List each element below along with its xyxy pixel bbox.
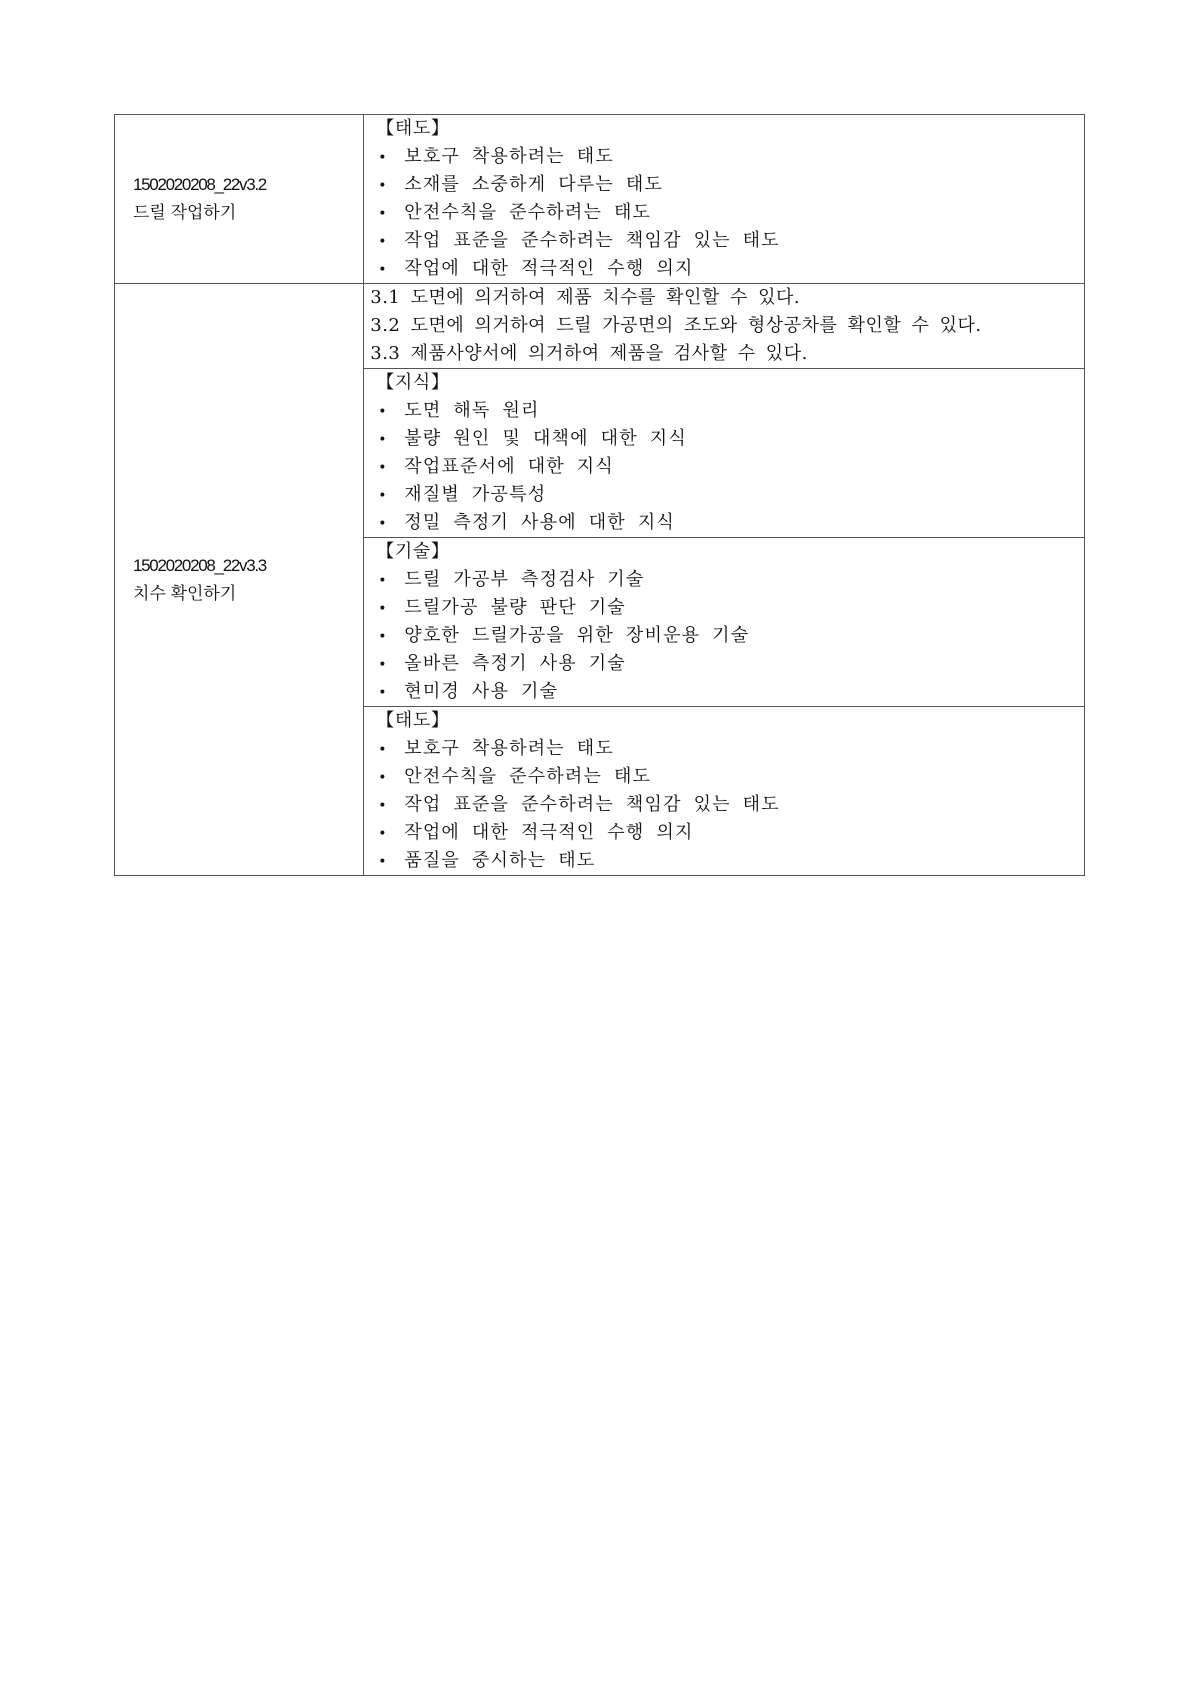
bullet-icon: •: [378, 685, 388, 701]
list-item: [370, 791, 1078, 819]
list-item-text: 올바른 측정기 사용 기술: [404, 653, 626, 674]
list-item-text: 양호한 드릴가공을 위한 장비운용 기술: [404, 625, 750, 646]
unit-cell-3-2: [115, 115, 364, 284]
table-row-unit-3-3-criteria: [115, 284, 1085, 369]
bullet-icon: •: [378, 826, 388, 842]
bullet-icon: •: [378, 798, 388, 814]
skill-cell-3-3: [364, 538, 1085, 707]
bullet-icon: •: [378, 516, 388, 532]
bullet-icon: •: [378, 601, 388, 617]
list-item-text: 작업표준서에 대한 지식: [404, 456, 614, 477]
attitude-heading: 【태도】: [376, 710, 450, 731]
list-item: [370, 678, 1078, 706]
criteria-item: 3.1 도면에 의거하여 제품 치수를 확인할 수 있다.: [370, 287, 801, 308]
list-item-text: 작업 표준을 준수하려는 책임감 있는 태도: [404, 230, 780, 251]
list-item: [370, 143, 1078, 171]
list-item-text: 소재를 소중하게 다루는 태도: [404, 174, 664, 195]
competency-table: [114, 114, 1085, 876]
attitude-cell-3-2: [364, 115, 1085, 284]
knowledge-cell-3-3: [364, 369, 1085, 538]
list-item: [370, 566, 1078, 594]
criteria-cell-3-3: [364, 284, 1085, 369]
list-item: [370, 481, 1078, 509]
list-item: [370, 819, 1078, 847]
list-item-text: 불량 원인 및 대책에 대한 지식: [404, 428, 687, 449]
bullet-icon: •: [378, 262, 388, 278]
list-item: [370, 199, 1078, 227]
list-item: [370, 622, 1078, 650]
list-item-text: 현미경 사용 기술: [404, 681, 559, 702]
unit-cell-3-3: [115, 284, 364, 876]
bullet-icon: •: [378, 629, 388, 645]
list-item: [370, 397, 1078, 425]
criteria-item: 3.2 도면에 의거하여 드릴 가공면의 조도와 형상공차를 확인할 수 있다.: [370, 315, 982, 336]
bullet-icon: •: [378, 770, 388, 786]
list-item: [370, 763, 1078, 791]
list-item: [370, 650, 1078, 678]
list-item: [370, 255, 1078, 283]
list-item: [370, 509, 1078, 537]
list-item-text: 작업에 대한 적극적인 수행 의지: [404, 822, 694, 843]
bullet-icon: •: [378, 657, 388, 673]
bullet-icon: •: [378, 854, 388, 870]
list-item: [370, 847, 1078, 875]
list-item: [370, 594, 1078, 622]
unit-name: 치수 확인하기: [133, 583, 237, 603]
unit-code: 1502020208_22v3.3: [133, 555, 266, 575]
bullet-icon: •: [378, 432, 388, 448]
unit-code: 1502020208_22v3.2: [133, 175, 266, 194]
bullet-icon: •: [378, 234, 388, 250]
criteria-item: 3.3 제품사양서에 의거하여 제품을 검사할 수 있다.: [370, 343, 808, 364]
list-item-text: 안전수칙을 준수하려는 태도: [404, 202, 652, 223]
list-item-text: 안전수칙을 준수하려는 태도: [404, 766, 652, 787]
list-item-text: 작업 표준을 준수하려는 책임감 있는 태도: [404, 794, 780, 815]
list-item-text: 재질별 가공특성: [404, 484, 547, 505]
list-item: [370, 735, 1078, 763]
bullet-icon: •: [378, 404, 388, 420]
list-item: [370, 453, 1078, 481]
bullet-icon: •: [378, 206, 388, 222]
list-item-text: 품질을 중시하는 태도: [404, 850, 596, 871]
bullet-icon: •: [378, 460, 388, 476]
list-item-text: 보호구 착용하려는 태도: [404, 738, 614, 759]
list-item: [370, 171, 1078, 199]
list-item-text: 정밀 측정기 사용에 대한 지식: [404, 512, 675, 533]
bullet-icon: •: [378, 573, 388, 589]
skill-heading: 【기술】: [376, 541, 450, 562]
list-item: [370, 227, 1078, 255]
list-item-text: 드릴 가공부 측정검사 기술: [404, 569, 645, 590]
table-row-unit-3-2: [115, 115, 1085, 284]
bullet-icon: •: [378, 150, 388, 166]
bullet-icon: •: [378, 178, 388, 194]
list-item-text: 보호구 착용하려는 태도: [404, 146, 614, 167]
list-item-text: 작업에 대한 적극적인 수행 의지: [404, 258, 694, 279]
bullet-icon: •: [378, 488, 388, 504]
unit-name: 드릴 작업하기: [133, 203, 237, 222]
list-item-text: 도면 해독 원리: [404, 400, 540, 421]
attitude-heading: 【태도】: [376, 118, 450, 139]
list-item: [370, 425, 1078, 453]
list-item-text: 드릴가공 불량 판단 기술: [404, 597, 626, 618]
knowledge-heading: 【지식】: [376, 372, 450, 393]
attitude-cell-3-3: [364, 707, 1085, 876]
bullet-icon: •: [378, 742, 388, 758]
